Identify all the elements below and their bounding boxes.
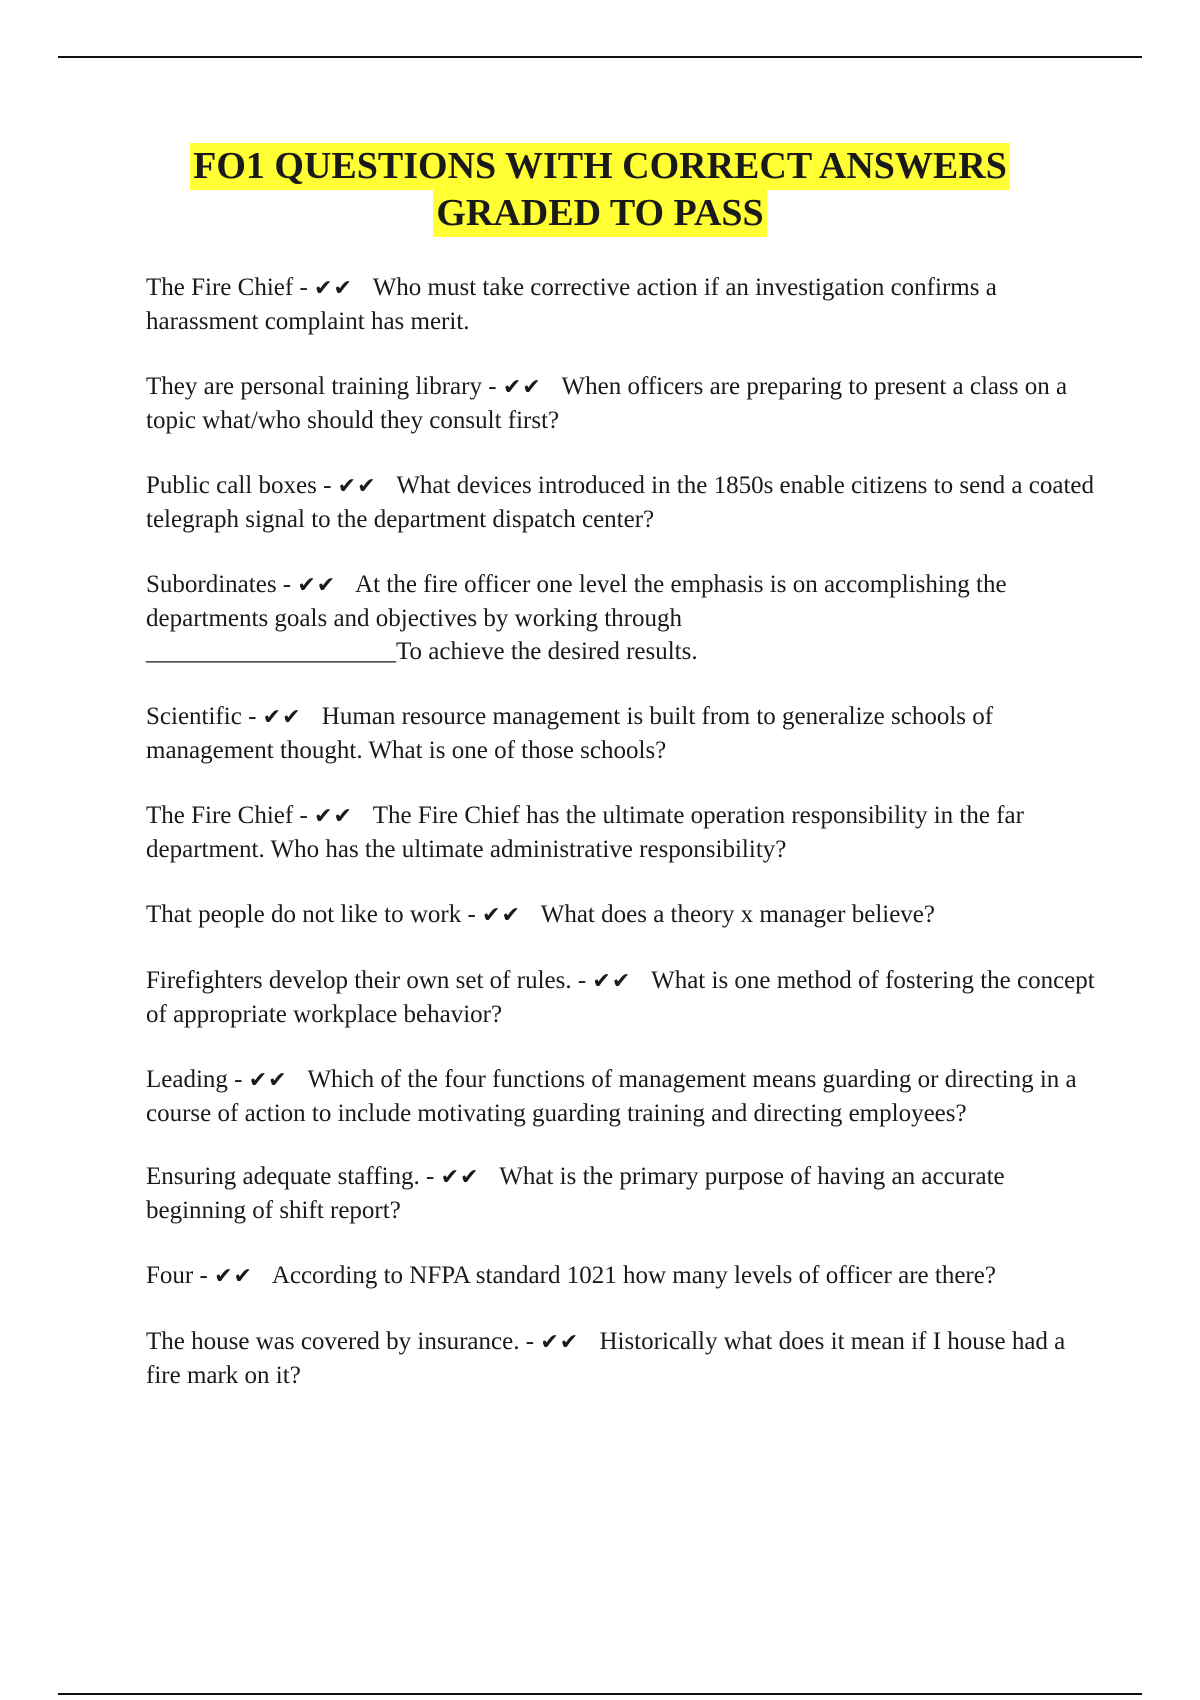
title-line-2: GRADED TO PASS	[433, 190, 766, 237]
qa-question: Which of the four functions of management means guarding or directing in a course of action to include motivating guarding training and directing employees?	[146, 1066, 1077, 1127]
qa-separator: -	[481, 373, 503, 400]
double-check-icon: ✔✔	[314, 804, 353, 829]
qa-separator: -	[241, 703, 263, 730]
qa-question: What does a theory x manager believe?	[540, 901, 935, 928]
double-check-icon: ✔✔	[540, 1330, 580, 1355]
qa-item	[146, 469, 1096, 536]
qa-item	[146, 700, 1096, 767]
top-rule	[58, 56, 1142, 58]
double-check-icon: ✔✔	[502, 375, 542, 400]
qa-item	[146, 1063, 1096, 1130]
double-check-icon: ✔✔	[314, 276, 353, 301]
qa-question: What is one method of fostering the concept of appropriate workplace behavior?	[146, 967, 1095, 1028]
qa-question: What devices introduced in the 1850s enable citizens to send a coated telegraph signal to the department dispatch center?	[146, 472, 1094, 533]
qa-separator: -	[419, 1163, 441, 1190]
double-check-icon: ✔✔	[214, 1264, 253, 1289]
double-check-icon: ✔✔	[482, 903, 521, 928]
qa-item	[146, 1325, 1096, 1392]
qa-question: Human resource management is built from to generalize schools of management thought. What is one of those schools?	[146, 703, 994, 764]
qa-item	[146, 568, 1096, 668]
qa-separator: -	[293, 274, 315, 301]
qa-separator: -	[571, 967, 593, 994]
qa-item	[146, 898, 1096, 932]
qa-answer: Four	[146, 1262, 194, 1289]
qa-answer: That people do not like to work	[146, 901, 462, 928]
qa-question: When officers are preparing to present a class on a topic what/who should they consult first?	[146, 373, 1068, 434]
double-check-icon: ✔✔	[337, 474, 377, 499]
qa-item	[146, 370, 1096, 437]
double-check-icon: ✔✔	[440, 1165, 480, 1190]
double-check-icon: ✔✔	[297, 573, 337, 598]
qa-answer: Ensuring adequate staffing.	[146, 1163, 420, 1190]
double-check-icon: ✔✔	[262, 705, 302, 730]
bottom-rule	[58, 1693, 1142, 1695]
qa-answer: They are personal training library	[146, 373, 482, 400]
qa-separator: -	[316, 472, 338, 499]
qa-answer: Scientific	[146, 703, 242, 730]
qa-question: At the fire officer one level the emphasis is on accomplishing the departments goals and objectives by working through	[146, 571, 1007, 632]
qa-separator: -	[193, 1262, 215, 1289]
qa-answer: The house was covered by insurance.	[146, 1328, 520, 1355]
qa-answer: Firefighters develop their own set of rules.	[146, 967, 572, 994]
qa-question: Historically what does it mean if I house had a fire mark on it?	[146, 1328, 1066, 1389]
qa-separator: -	[519, 1328, 541, 1355]
document-title	[0, 143, 1200, 237]
title-line-1: FO1 QUESTIONS WITH CORRECT ANSWERS	[190, 143, 1010, 190]
qa-blank: ____________________	[146, 638, 396, 665]
qa-question-continued: To achieve the desired results.	[396, 638, 698, 665]
qa-item	[146, 1259, 1096, 1293]
qa-answer: The Fire Chief	[146, 274, 294, 301]
qa-separator: -	[293, 802, 315, 829]
qa-item	[146, 271, 1096, 338]
qa-item	[146, 1160, 1096, 1227]
qa-answer: The Fire Chief	[146, 802, 294, 829]
qa-item	[146, 964, 1096, 1031]
qa-separator: -	[461, 901, 483, 928]
double-check-icon: ✔✔	[248, 1068, 288, 1093]
qa-separator: -	[276, 571, 298, 598]
qa-item	[146, 799, 1096, 866]
qa-question: According to NFPA standard 1021 how many levels of officer are there?	[271, 1262, 996, 1289]
qa-question: The Fire Chief has the ultimate operation responsibility in the far department. Who has the ultimate administrative responsibility?	[146, 802, 1024, 863]
qa-question: What is the primary purpose of having an accurate beginning of shift report?	[146, 1163, 1005, 1224]
double-check-icon: ✔✔	[592, 969, 632, 994]
qa-separator: -	[227, 1066, 249, 1093]
qa-answer: Leading	[146, 1066, 228, 1093]
qa-question: Who must take corrective action if an investigation confirms a harassment complaint has merit.	[146, 274, 997, 335]
qa-answer: Public call boxes	[146, 472, 317, 499]
qa-answer: Subordinates	[146, 571, 277, 598]
qa-list	[146, 271, 1096, 1424]
